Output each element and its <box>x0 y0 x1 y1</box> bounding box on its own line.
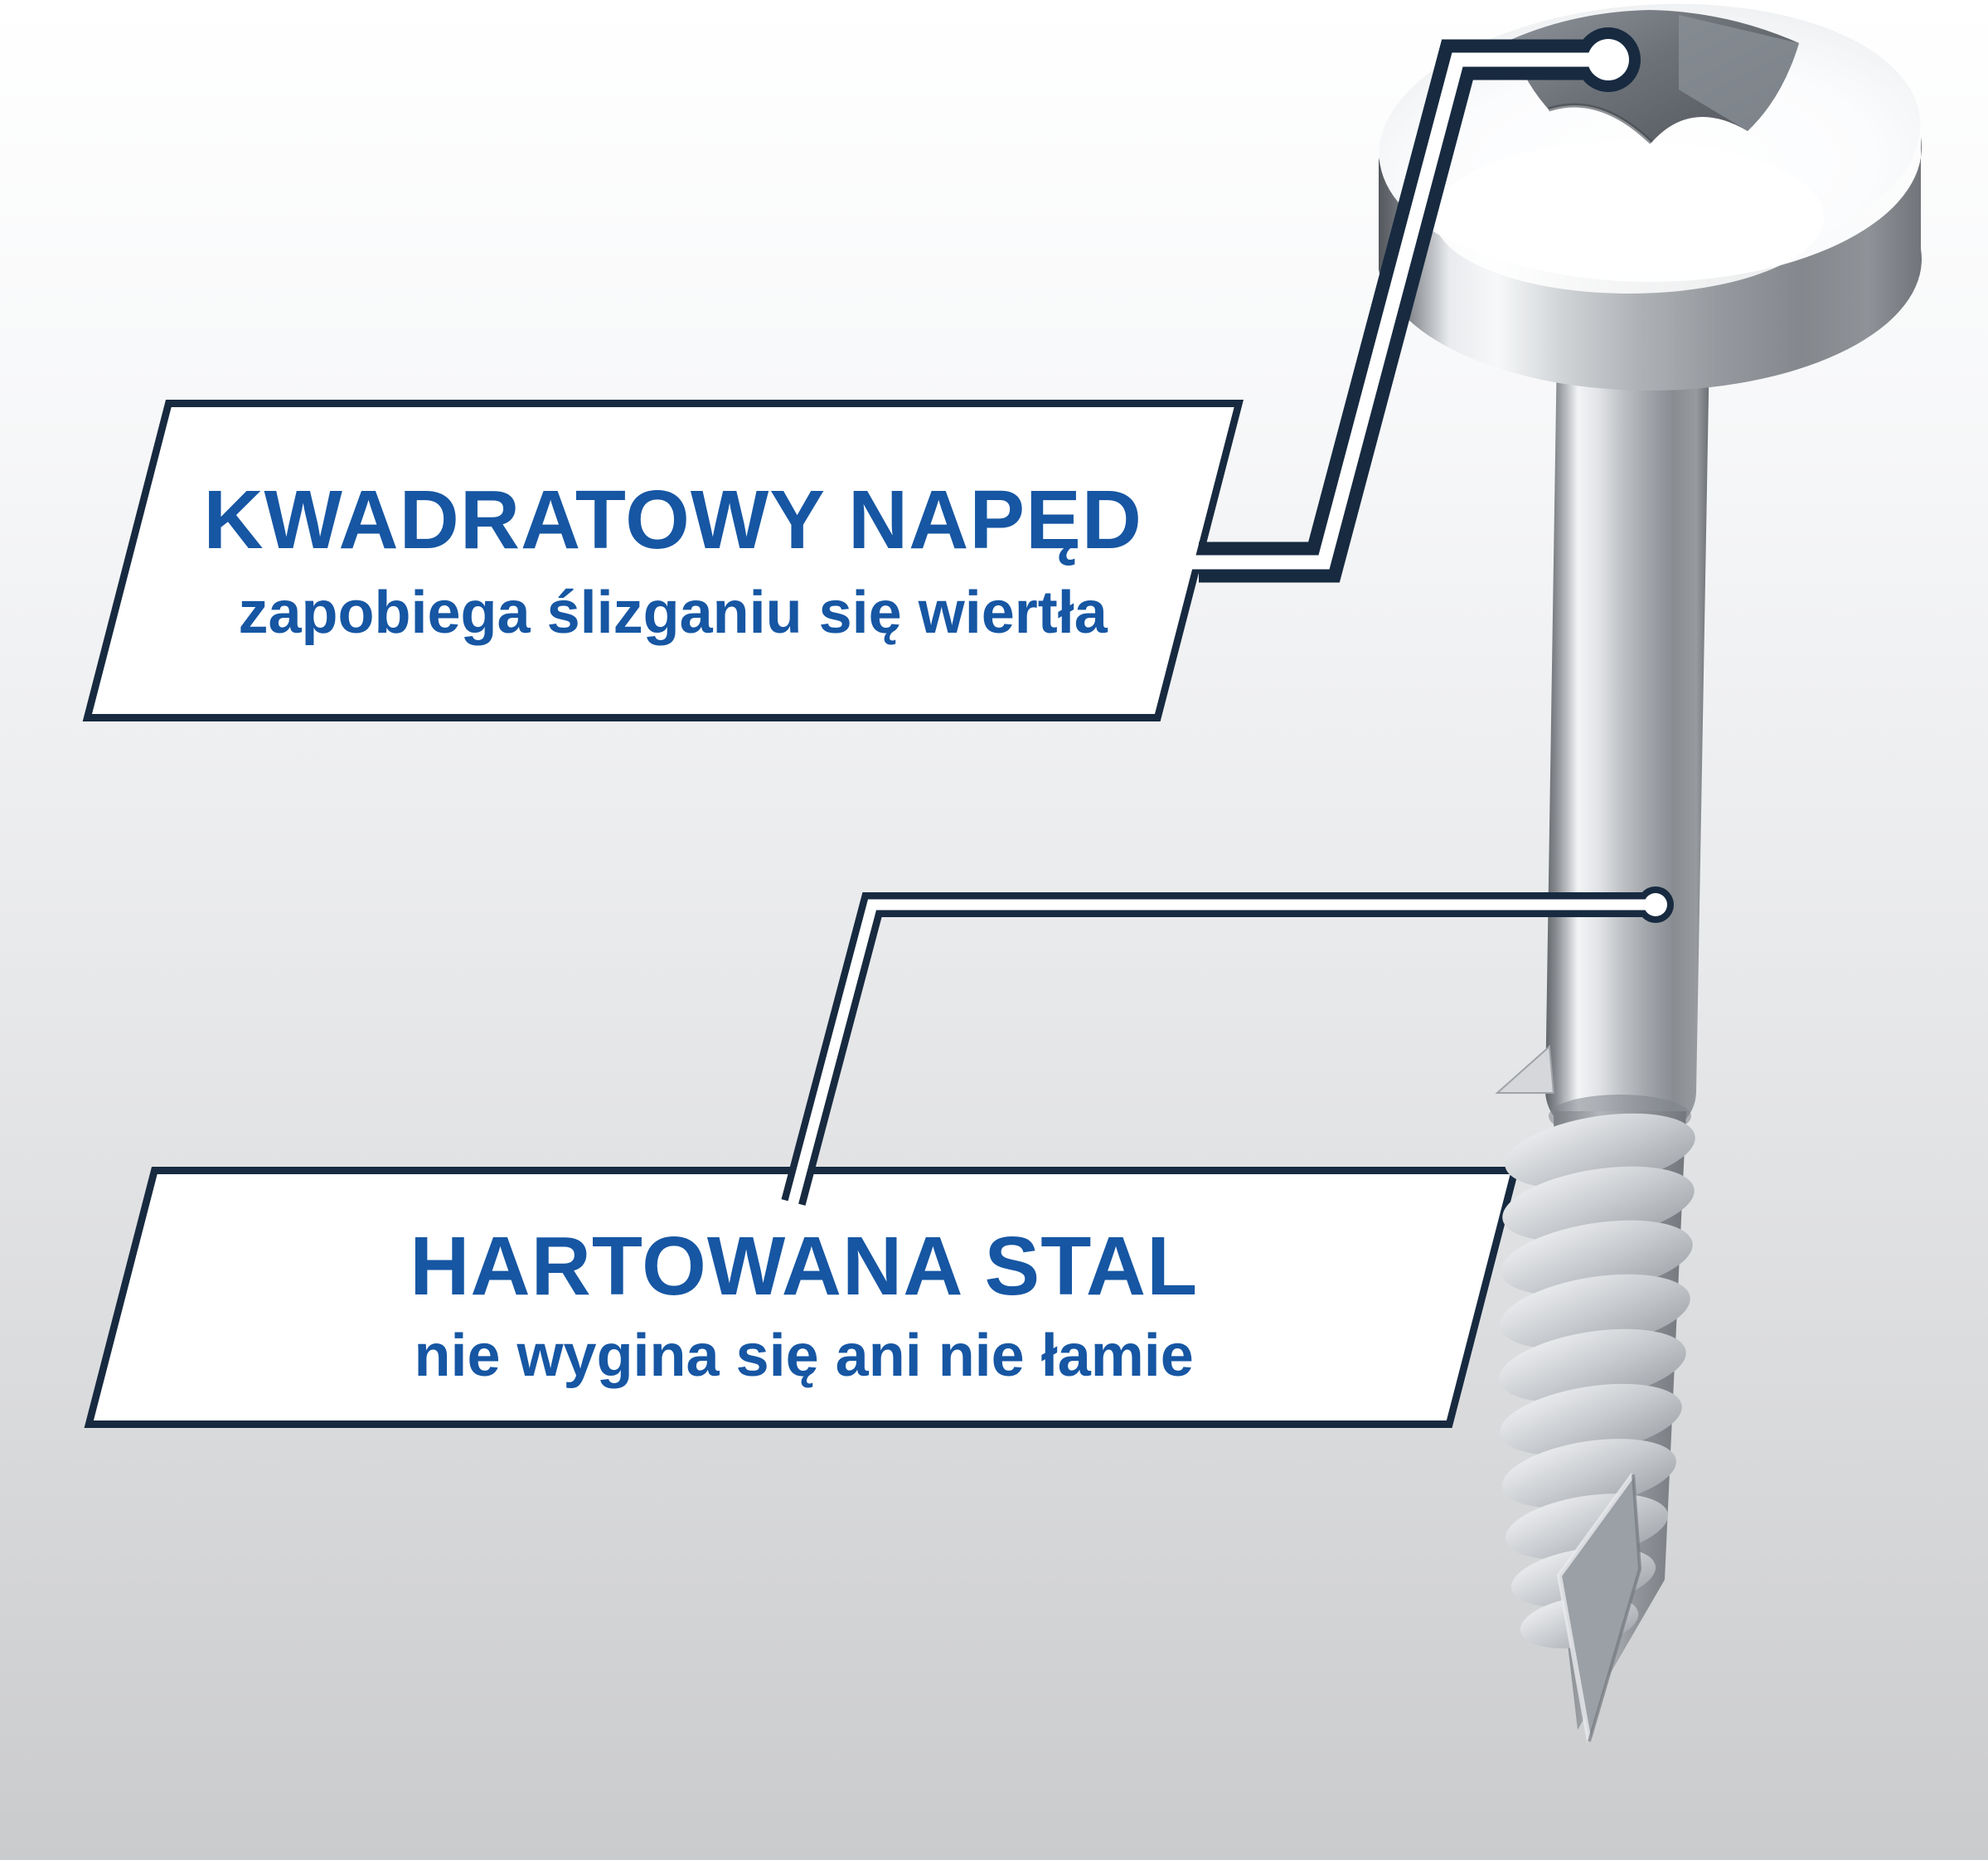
callout-title-square-drive: KWADRATOWY NAPĘD <box>203 473 1143 566</box>
callout-subtitle-square-drive: zapobiega ślizganiu się wiertła <box>238 580 1108 646</box>
leader-line-hardened-steel <box>788 886 1674 1221</box>
leader-dot-square-drive <box>1588 39 1629 80</box>
leader-line-square-drive <box>1171 27 1641 562</box>
leader-dot-hardened-steel <box>1644 893 1667 916</box>
callout-subtitle-hardened-steel: nie wygina się ani nie łamie <box>414 1322 1194 1389</box>
callout-title-hardened-steel: HARTOWANA STAL <box>410 1219 1199 1313</box>
